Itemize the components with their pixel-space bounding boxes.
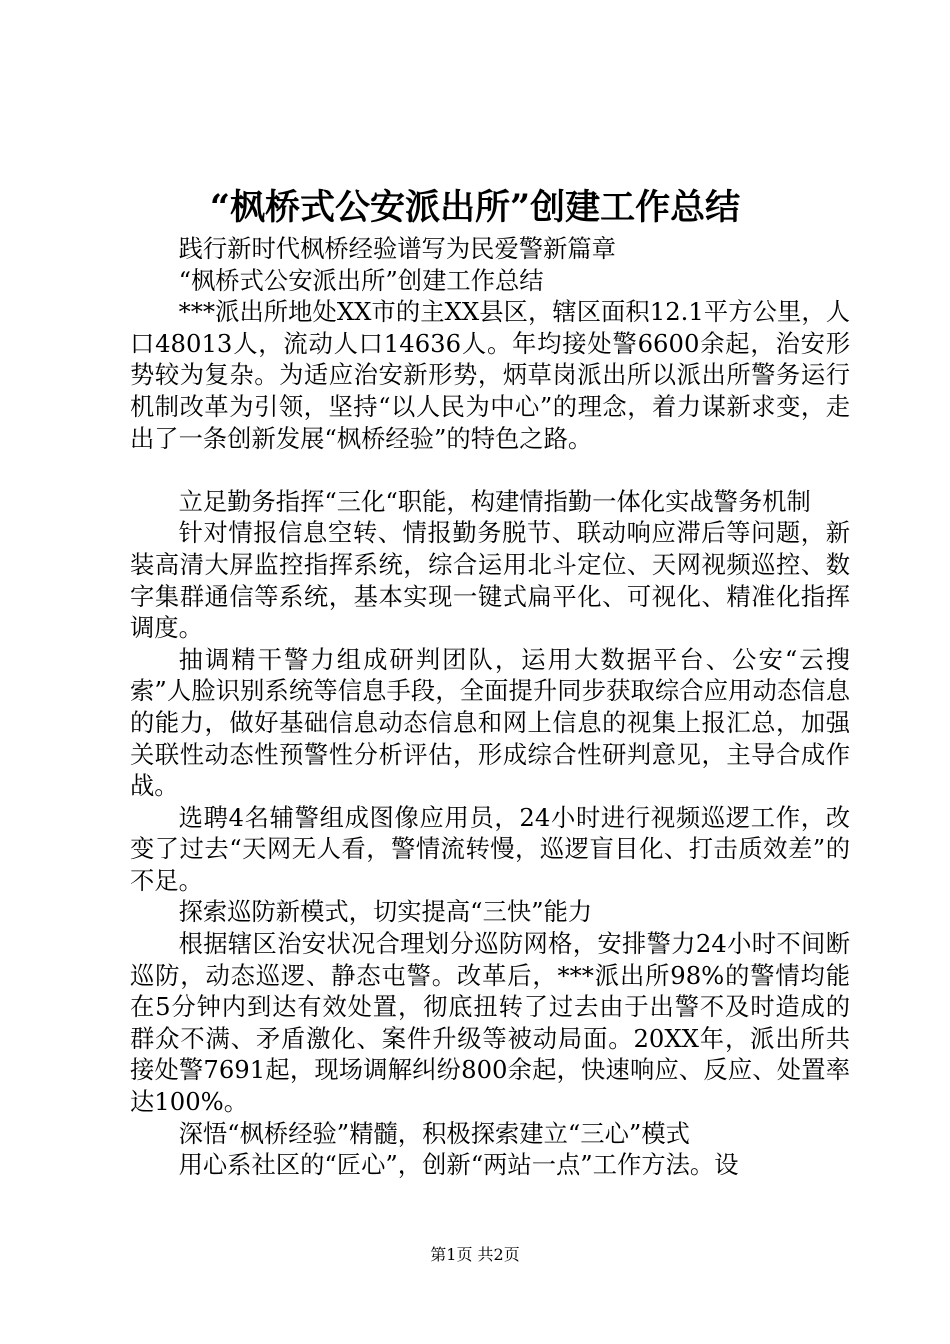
paragraph-command-system: 针对情报信息空转、情报勤务脱节、联动响应滞后等问题，新装高清大屏监控指挥系统，综合运用北斗定位、天网视频巡控、数字集群通信等系统，基本实现一键式扁平化、可视化、精准化指挥调度。 <box>130 518 850 643</box>
paragraph-video-patrol: 选聘4名辅警组成图像应用员，24小时进行视频巡逻工作，改变了过去“天网无人看，警情流转慢，巡逻盲目化、打击质效差”的不足。 <box>130 802 850 895</box>
paragraph-community: 用心系社区的“匠心”，创新“两站一点”工作方法。设 <box>178 1150 739 1180</box>
paragraph-intro: ***派出所地处XX市的主XX县区，辖区面积12.1平方公里，人口48013人，流动人口14636人。年均接处警6600余起，治安形势较为复杂。为适应治安新形势，炳草岗派出所以派出所警务运行机制改革为引领，坚持“以人民为中心”的理念，着力谋新求变，走出了一条创新发展“枫桥经验”的特色之路。 <box>130 297 850 453</box>
document-title: “枫桥式公安派出所”创建工作总结 <box>209 187 741 228</box>
section-heading-fengqiao: 深悟“枫桥经验”精髓，积极探索建立“三心”模式 <box>178 1118 690 1148</box>
paragraph-heading: “枫桥式公安派出所”创建工作总结 <box>178 265 544 295</box>
section-heading-patrol: 探索巡防新模式，切实提高“三快”能力 <box>178 897 593 927</box>
section-heading-command: 立足勤务指挥“三化“职能，构建情指勤一体化实战警务机制 <box>178 486 811 516</box>
paragraph-subtitle: 践行新时代枫桥经验谱写为民爱警新篇章 <box>178 234 616 263</box>
page-number-footer: 第1页 共2页 <box>430 1245 520 1264</box>
document-body <box>130 233 850 1181</box>
paragraph-patrol-grid: 根据辖区治安状况合理划分巡防网格，安排警力24小时不间断巡防，动态巡逻、静态屯警。改革后，***派出所98%的警情均能在5分钟内到达有效处置，彻底扭转了过去由于出警不及时造成的群众不满、矛盾激化、案件升级等被动局面。20XX年，派出所共接处警7691起，现场调解纠纷800余起，快速响应、反应、处置率达100%。 <box>130 929 850 1117</box>
paragraph-analysis-team: 抽调精干警力组成研判团队，运用大数据平台、公安“云搜索”人脸识别系统等信息手段，全面提升同步获取综合应用动态信息的能力，做好基础信息动态信息和网上信息的视集上报汇总，加强关联性动态性预警性分析评估，形成综合性研判意见，主导合成作战。 <box>130 644 850 801</box>
